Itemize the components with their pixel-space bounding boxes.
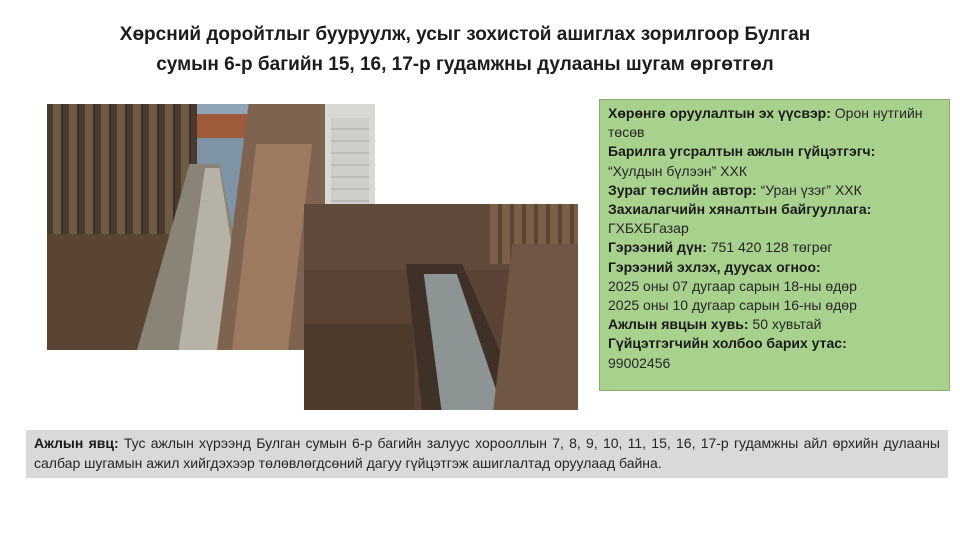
phone-row — [608, 334, 941, 353]
designer-label: Зураг төслийн автор: — [608, 181, 757, 198]
amount-label: Гэрээний дүн: — [608, 239, 707, 256]
amount-row — [608, 238, 941, 257]
funding-row — [608, 104, 941, 142]
slide-title-line-2: сумын 6-р багийн 15, 16, 17-р гудамжны дулааны шугам өргөтгөл — [156, 54, 774, 75]
designer-value: “Уран үзэг” ХХК — [756, 181, 862, 198]
slide-title-line-1: Хөрсний доройтлыг бууруулж, усыг зохистой ашиглах зорилгоор Булган — [119, 24, 811, 45]
dates-label: Гэрээний эхлэх, дуусах огноо: — [608, 258, 821, 275]
funding-label: Хөрөнгө оруулалтын эх үүсвэр: — [608, 105, 831, 121]
completion-value: 50 хувьтай — [748, 316, 822, 333]
amount-value: 751 420 128 төгрөг — [706, 239, 833, 256]
designer-row — [608, 181, 941, 200]
end-date: 2025 оны 10 дугаар сарын 16-ны өдөр — [608, 297, 857, 314]
contractor-row — [608, 142, 941, 161]
slide-title — [60, 20, 870, 80]
phone-value: 99002456 — [608, 354, 671, 371]
construction-photo-trench-frame — [304, 204, 578, 410]
contractor-value: “Хулдын бүлээн” ХХК — [608, 162, 747, 179]
phone-label: Гүйцэтгэгчийн холбоо барих утас: — [608, 335, 847, 352]
work-progress-box — [26, 430, 948, 478]
supervisor-value: ГХБХБГазар — [608, 220, 689, 237]
progress-label: Ажлын явц: — [34, 435, 119, 451]
start-date: 2025 оны 07 дугаар сарын 18-ны өдөр — [608, 277, 857, 294]
completion-row — [608, 315, 941, 334]
supervisor-row — [608, 200, 941, 219]
funding-value: Орон нутгийн төсөв — [608, 105, 923, 141]
project-info-box — [599, 99, 950, 391]
progress-text: Тус ажлын хүрээнд Булган сумын 6-р багийн залуус хорооллын 7, 8, 9, 10, 11, 15, 16, 17-р гудамжны айл өрхийн дулааны салбар шугамын ажил хийгдэхээр төлөвлөгдсөний дагуу гүйцэтгэж ашиглалтад оруулаад байна. — [34, 435, 940, 471]
contractor-label: Барилга угсралтын ажлын гүйцэтгэгч: — [608, 143, 876, 160]
supervisor-label: Захиалагчийн хяналтын байгууллага: — [608, 201, 872, 218]
completion-label: Ажлын явцын хувь: — [608, 316, 749, 333]
dates-row — [608, 258, 941, 277]
